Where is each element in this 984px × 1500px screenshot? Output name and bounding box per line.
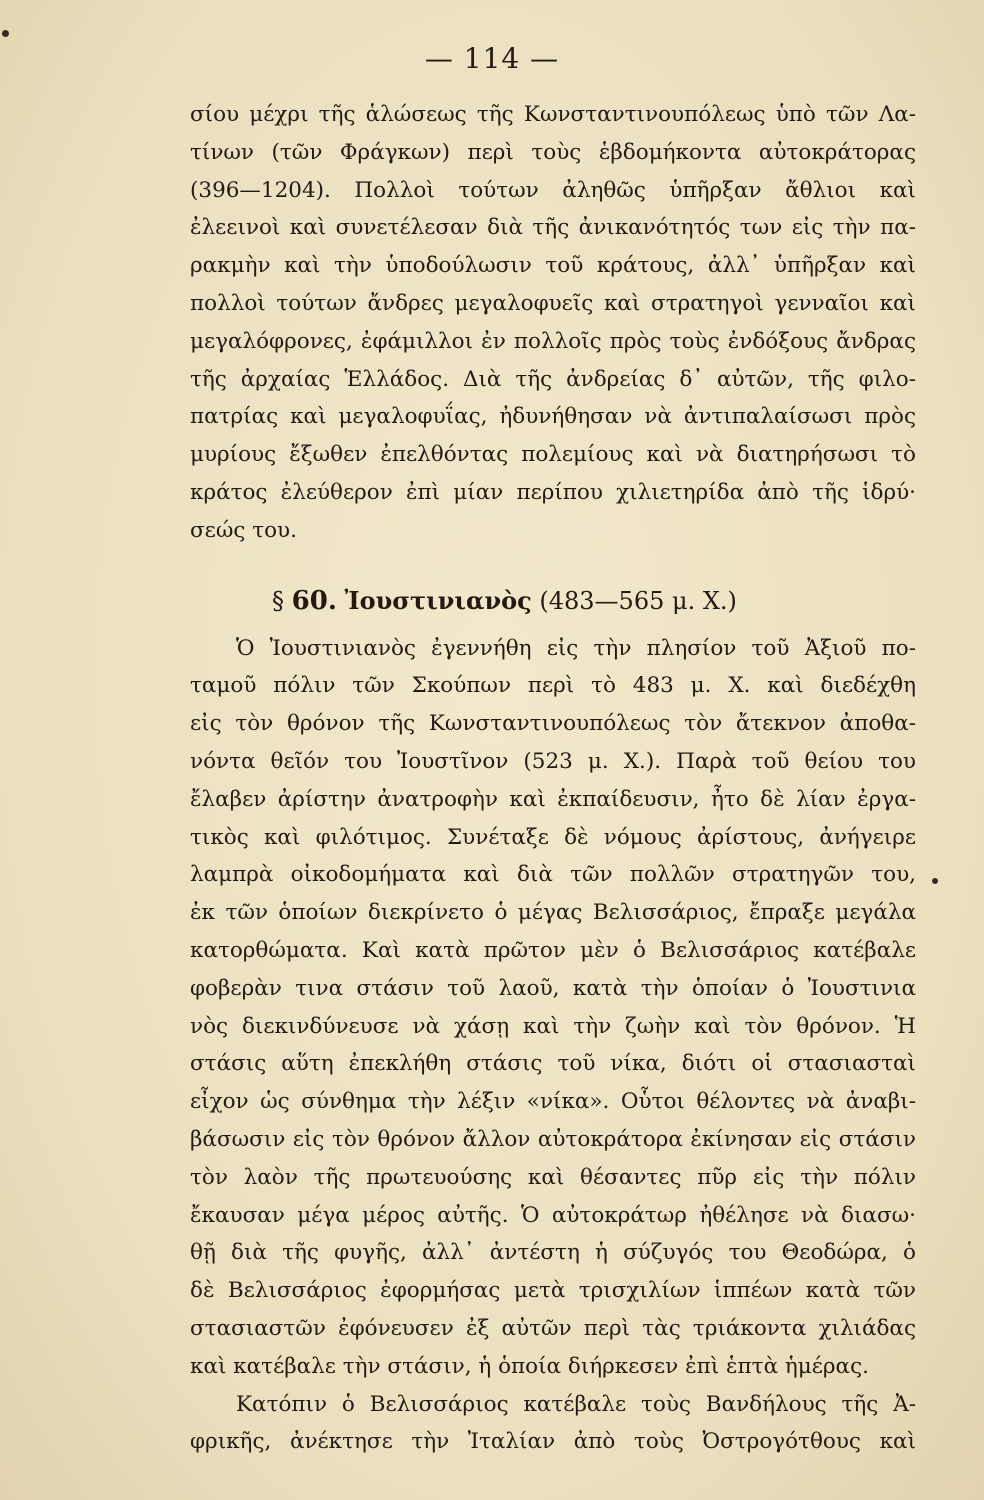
text-line: στάσις αὕτη ἐπεκλήθη στάσις τοῦ νίκα, διότι οἱ στασιασταὶ: [190, 1051, 916, 1077]
text-line: πολλοὶ τούτων ἄνδρες μεγαλοφυεῖς καὶ στρατηγοὶ γενναῖοι καὶ: [190, 290, 916, 316]
text-line: μυρίους ἔξωθεν ἐπελθόντας πολεμίους καὶ νὰ διατηρήσωσι τὸ: [190, 442, 916, 468]
paragraph-3: [190, 1386, 916, 1462]
text-line: εἶχον ὡς σύνθημα τὴν λέξιν «νίκα». Οὗτοι θέλοντες νὰ ἀναβι-: [190, 1089, 916, 1115]
text-line: δὲ Βελισσάριος ἐφορμήσας μετὰ τρισχιλίων ἱππέων κατὰ τῶν: [190, 1278, 916, 1304]
text-line: ρακμὴν καὶ τὴν ὑποδούλωσιν τοῦ κράτους, ἀλλ᾽ ὑπῆρξαν καὶ: [190, 253, 916, 279]
text-line: σεώς του.: [190, 517, 297, 543]
text-line: στασιαστῶν ἐφόνευσεν ἐξ αὐτῶν περὶ τὰς τριάκοντα χιλιάδας: [190, 1315, 916, 1341]
text-line: ἐκ τῶν ὁποίων διεκρίνετο ὁ μέγας Βελισσάριος, ἔπραξε μεγάλα: [190, 900, 916, 926]
text-line: σίου μέχρι τῆς ἁλώσεως τῆς Κωνσταντινουπόλεως ὑπὸ τῶν Λα-: [190, 102, 916, 127]
text-line: φρικῆς, ἀνέκτησε τὴν Ἰταλίαν ἀπὸ τοὺς Ὀστρογότθους καὶ: [190, 1429, 916, 1455]
text-line: τικὸς καὶ φιλότιμος. Συνέταξε δὲ νόμους ἀρίστους, ἀνήγειρε: [190, 824, 916, 850]
section-number: 60.: [291, 585, 337, 616]
text-line: θῇ διὰ τῆς φυγῆς, ἀλλ᾽ ἀντέστη ἡ σύζυγός του Θεοδώρα, ὁ: [190, 1240, 916, 1266]
text-line: Ὁ Ἰουστινιανὸς ἐγεννήθη εἰς τὴν πλησίον τοῦ Ἀξιοῦ πο-: [236, 635, 916, 661]
text-line: νὸς διεκινδύνευσε νὰ χάσῃ καὶ τὴν ζωὴν καὶ τὸν θρόνον. Ἡ: [190, 1013, 916, 1039]
text-line: καὶ κατέβαλε τὴν στάσιν, ἡ ὁποία διήρκεσεν ἐπὶ ἑπτὰ ἡμέρας.: [190, 1353, 869, 1379]
section-heading: [190, 576, 916, 626]
page-number: — 114 —: [424, 42, 560, 75]
paragraph-2: [190, 630, 916, 1386]
section-dates: (483—565 μ. Χ.): [539, 586, 737, 615]
ink-spot: [932, 878, 938, 884]
section-title: Ἰουστινιανὸς: [344, 585, 532, 615]
text-line: κατορθώματα. Καὶ κατὰ πρῶτον μὲν ὁ Βελισσάριος κατέβαλε: [190, 937, 916, 963]
section-symbol: §: [272, 586, 284, 615]
ink-spot: [2, 30, 9, 37]
text-line: τὸν λαὸν τῆς πρωτευούσης καὶ θέσαντες πῦρ εἰς τὴν πόλιν: [190, 1164, 916, 1190]
text-line: βάσωσιν εἰς τὸν θρόνον ἄλλον αὐτοκράτορα ἐκίνησαν εἰς στάσιν: [190, 1126, 916, 1152]
text-line: εἰς τὸν θρόνον τῆς Κωνσταντινουπόλεως τὸν ἄτεκνον ἀποθα-: [190, 711, 916, 737]
text-line: ταμοῦ πόλιν τῶν Σκούπων περὶ τὸ 483 μ. Χ. καὶ διεδέχθη: [190, 673, 916, 699]
text-line: μεγαλόφρονες, ἐφάμιλλοι ἐν πολλοῖς πρὸς τοὺς ἐνδόξους ἄνδρας: [190, 328, 916, 354]
text-line: πατρίας καὶ μεγαλοφυΐας, ἠδυνήθησαν νὰ ἀντιπαλαίσωσι πρὸς: [190, 404, 916, 430]
text-line: Κατόπιν ὁ Βελισσάριος κατέβαλε τοὺς Βανδήλους τῆς Ἀ-: [236, 1391, 916, 1417]
text-line: (396—1204). Πολλοὶ τούτων ἀληθῶς ὑπῆρξαν ἄθλιοι καὶ: [190, 177, 916, 203]
text-line: τίνων (τῶν Φράγκων) περὶ τοὺς ἑβδομήκοντα αὐτοκράτορας: [190, 139, 916, 165]
text-line: τῆς ἀρχαίας Ἑλλάδος. Διὰ τῆς ἀνδρείας δ᾽ αὐτῶν, τῆς φιλο-: [190, 366, 916, 392]
text-line: ἔκαυσαν μέγα μέρος αὐτῆς. Ὁ αὐτοκράτωρ ἠθέλησε νὰ διασω·: [190, 1202, 916, 1228]
text-line: κράτος ἐλεύθερον ἐπὶ μίαν περίπου χιλιετηρίδα ἀπὸ τῆς ἱδρύ·: [190, 479, 916, 505]
text-line: νόντα θεῖόν του Ἰουστῖνον (523 μ. Χ.). Παρὰ τοῦ θείου του: [190, 748, 916, 774]
text-line: ἐλεεινοὶ καὶ συνετέλεσαν διὰ τῆς ἀνικανότητός των εἰς τὴν πα-: [190, 215, 916, 241]
text-body: [190, 96, 916, 1461]
text-line: ἔλαβεν ἀρίστην ἀνατροφὴν καὶ ἐκπαίδευσιν, ἦτο δὲ λίαν ἐργα-: [190, 786, 916, 812]
text-line: λαμπρὰ οἰκοδομήματα καὶ διὰ τῶν πολλῶν στρατηγῶν του,: [190, 862, 916, 888]
paragraph-1: [190, 96, 916, 550]
text-line: φοβερὰν τινα στάσιν τοῦ λαοῦ, κατὰ τὴν ὁποίαν ὁ Ἰουστινια: [190, 975, 916, 1001]
